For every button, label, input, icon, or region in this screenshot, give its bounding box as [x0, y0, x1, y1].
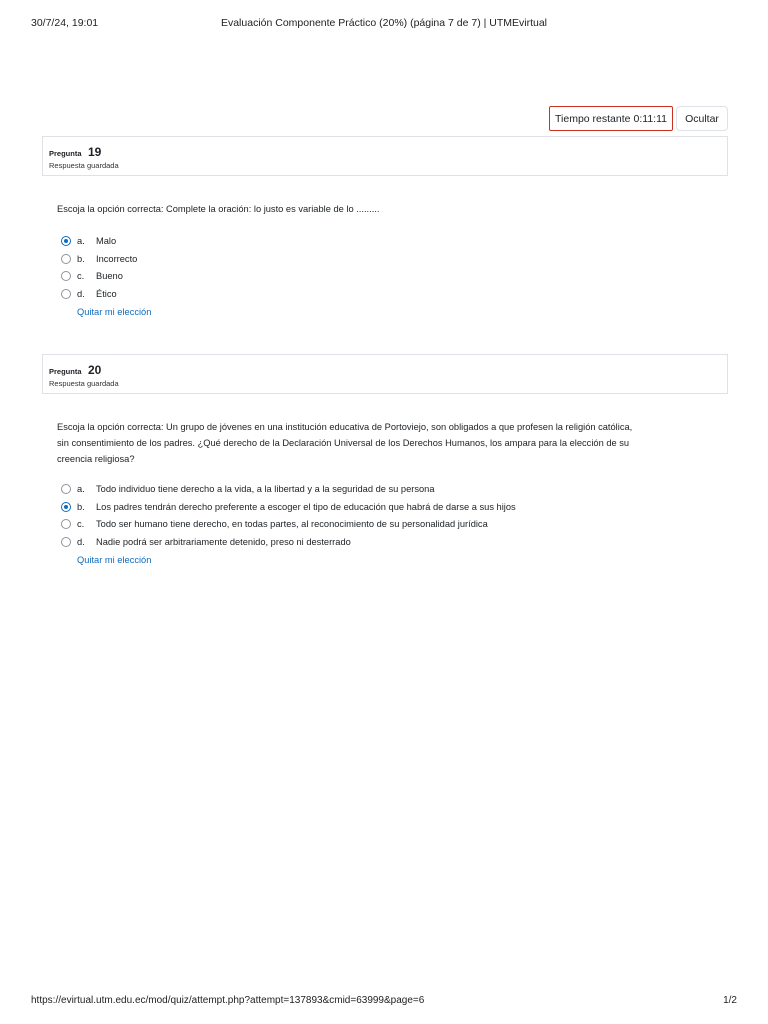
print-header: [31, 17, 737, 31]
time-remaining-value: 0:11:11: [633, 112, 667, 125]
time-remaining-box: [549, 106, 673, 131]
question-19-info: [42, 136, 728, 176]
answer-letter: b.: [77, 254, 85, 264]
print-datetime: 30/7/24, 19:01: [31, 17, 99, 29]
answer-text[interactable]: Todo individuo tiene derecho a la vida, a la libertad y a la seguridad de su persona: [96, 484, 435, 494]
question-word: Pregunta: [49, 149, 82, 158]
answer-option-d[interactable]: [61, 534, 351, 550]
question-state: Respuesta guardada: [49, 379, 119, 388]
question-20-info: [42, 354, 728, 394]
question-state: Respuesta guardada: [49, 161, 119, 170]
radio-button[interactable]: [61, 271, 71, 281]
print-url: https://evirtual.utm.edu.ec/mod/quiz/attempt.php?attempt=137893&cmid=63999&page=6: [31, 995, 425, 1006]
question-text-line: Escoja la opción correcta: Un grupo de jóvenes en una institución educativa de Portoviejo, son obligados a que profesen la religión católica,: [57, 422, 633, 432]
answer-option-a[interactable]: [61, 233, 117, 249]
answer-letter: a.: [77, 484, 85, 494]
answer-text[interactable]: Los padres tendrán derecho preferente a escoger el tipo de educación que habrá de darse a sus hijos: [96, 502, 516, 512]
answer-text[interactable]: Incorrecto: [96, 254, 138, 264]
answer-letter: b.: [77, 502, 85, 512]
print-page-title: Evaluación Componente Práctico (20%) (página 7 de 7) | UTMEvirtual: [220, 17, 548, 29]
radio-button[interactable]: [61, 254, 71, 264]
answer-option-b[interactable]: [61, 251, 138, 267]
question-number: 19: [87, 145, 102, 159]
clear-choice-link[interactable]: Quitar mi elección: [77, 555, 152, 565]
answer-letter: a.: [77, 236, 85, 246]
radio-button[interactable]: [61, 537, 71, 547]
answer-text[interactable]: Todo ser humano tiene derecho, en todas partes, al reconocimiento de su personalidad jurídica: [96, 519, 488, 529]
answer-letter: d.: [77, 537, 85, 547]
answer-letter: d.: [77, 289, 85, 299]
print-page-number: 1/2: [723, 995, 737, 1006]
question-number: 20: [87, 363, 102, 377]
question-word: Pregunta: [49, 367, 82, 376]
clear-choice-link[interactable]: Quitar mi elección: [77, 307, 152, 317]
question-text-line: sin consentimiento de los padres. ¿Qué derecho de la Declaración Universal de los Derechos Humanos, los ampara para la elección de su: [57, 438, 630, 448]
answer-option-d[interactable]: [61, 286, 117, 302]
answer-option-c[interactable]: [61, 268, 123, 284]
question-heading: [49, 361, 101, 379]
question-19-text: Escoja la opción correcta: Complete la oración: lo justo es variable de lo .........: [57, 204, 380, 214]
answer-text[interactable]: Nadie podrá ser arbitrariamente detenido, preso ni desterrado: [96, 537, 351, 547]
time-remaining-label: Tiempo restante: [555, 112, 631, 125]
answer-letter: c.: [77, 519, 85, 529]
answer-option-c[interactable]: [61, 516, 488, 532]
radio-button-checked[interactable]: [61, 502, 71, 512]
radio-button-checked[interactable]: [61, 236, 71, 246]
answer-text[interactable]: Ético: [96, 289, 117, 299]
print-footer: [31, 995, 737, 1009]
radio-button[interactable]: [61, 519, 71, 529]
answer-letter: c.: [77, 271, 85, 281]
hide-timer-button[interactable]: Ocultar: [676, 106, 728, 131]
answer-option-a[interactable]: [61, 481, 435, 497]
question-20-text: [57, 419, 717, 467]
answer-option-b[interactable]: [61, 499, 516, 515]
answer-text[interactable]: Bueno: [96, 271, 123, 281]
radio-button[interactable]: [61, 484, 71, 494]
question-text-line: creencia religiosa?: [57, 454, 135, 464]
question-heading: [49, 143, 101, 161]
answer-text[interactable]: Malo: [96, 236, 117, 246]
radio-button[interactable]: [61, 289, 71, 299]
